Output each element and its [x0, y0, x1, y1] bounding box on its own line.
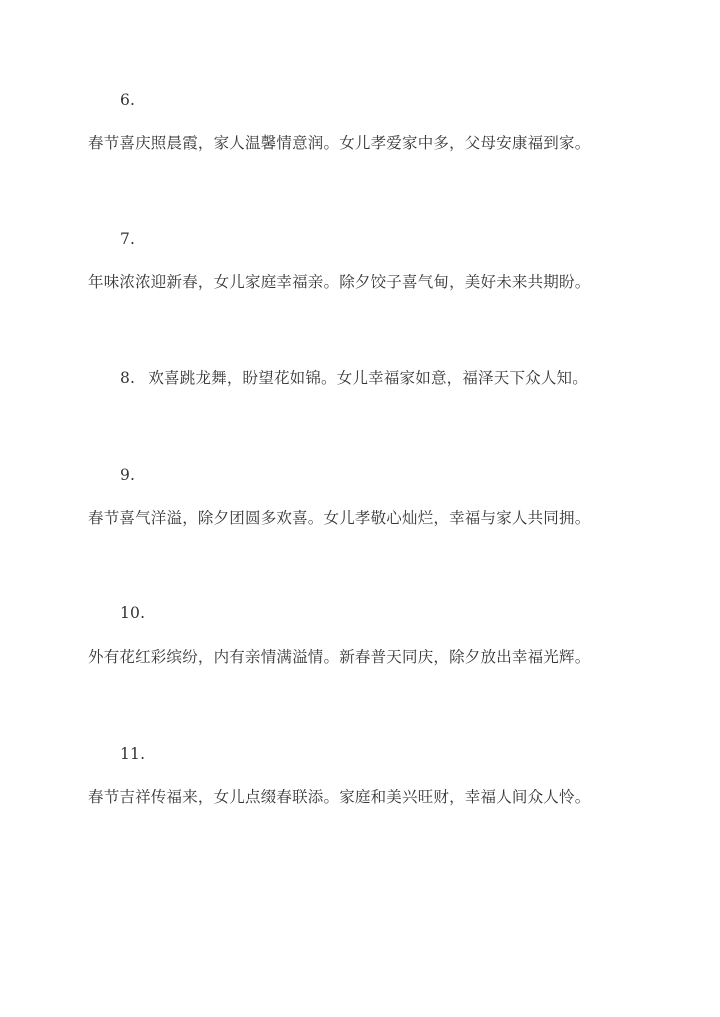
item-9-text: 春节喜气洋溢，除夕团圆多欢喜。女儿孝敬心灿烂，幸福与家人共同拥。 [88, 509, 591, 527]
item-6-number: 6. [120, 91, 136, 109]
item-8-text: 欢喜跳龙舞，盼望花如锦。女儿幸福家如意，福泽天下众人知。 [148, 369, 588, 387]
item-11-text: 春节吉祥传福来，女儿点缀春联添。家庭和美兴旺财，幸福人间众人怜。 [88, 788, 591, 806]
item-6-text: 春节喜庆照晨霞，家人温馨情意润。女儿孝爱家中多，父母安康福到家。 [88, 134, 591, 152]
item-7-number: 7. [120, 230, 136, 248]
item-8-line [120, 368, 588, 388]
item-7-text: 年味浓浓迎新春，女儿家庭幸福亲。除夕饺子喜气甸，美好未来共期盼。 [88, 273, 591, 291]
item-10-text: 外有花红彩缤纷，内有亲情满溢情。新春普天同庆，除夕放出幸福光辉。 [88, 648, 591, 666]
item-10-number: 10. [120, 604, 146, 622]
item-8-number: 8. [120, 369, 136, 387]
item-9-number: 9. [120, 466, 136, 484]
item-11-number: 11. [120, 745, 146, 763]
